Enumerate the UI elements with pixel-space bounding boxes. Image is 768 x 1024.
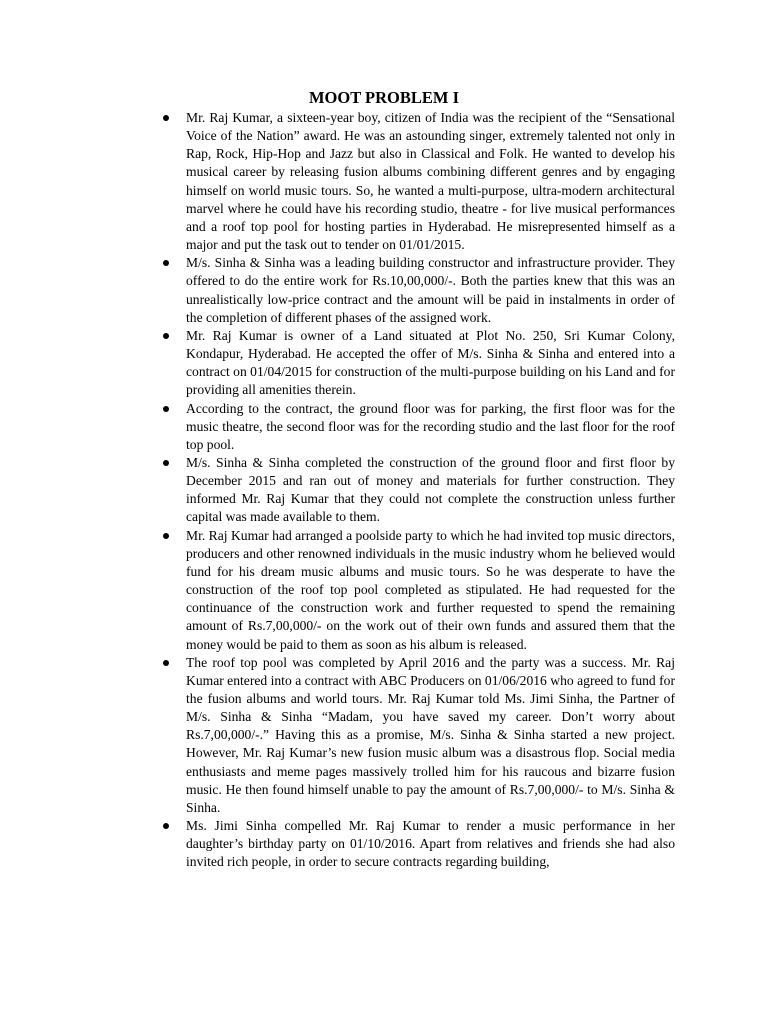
list-item (186, 654, 675, 817)
list-item (186, 817, 675, 871)
paragraph-text: Mr. Raj Kumar, a sixteen-year boy, citizen of India was the recipient of the “Sensational Voice of the Nation” award. He was an astounding singer, extremely talented not only in Rap, Rock, Hip-Hop and Jazz but also in Classical and Folk. He wanted to develop his musical career by releasing fusion albums combining different genres and by engaging himself on world music tours. So, he wanted a multi-purpose, ultra-modern architectural marvel where he could have his recording studio, theatre - for live musical performances and a roof top pool for hosting parties in Hyderabad. He misrepresented himself as a major and put the task out to tender on 01/01/2015. (186, 110, 675, 253)
bullet-icon (163, 460, 169, 466)
list-item (186, 327, 675, 400)
list-item (186, 400, 675, 454)
paragraph-text: M/s. Sinha & Sinha completed the construction of the ground floor and first floor by December 2015 and ran out of money and materials for further construction. They informed Mr. Raj Kumar that they could not complete the construction unless further capital was made available to them. (186, 454, 675, 525)
paragraph-text: Mr. Raj Kumar is owner of a Land situated at Plot No. 250, Sri Kumar Colony, Kondapur, Hyderabad. He accepted the offer of M/s. Sinha & Sinha and entered into a contract on 01/04/2015 for construction of the multi-purpose building on his Land and for providing all amenities therein. (186, 327, 675, 398)
list-item (186, 254, 675, 327)
paragraph-text: According to the contract, the ground floor was for parking, the first floor was for the music theatre, the second floor was for the recording studio and the last floor for the roof top pool. (186, 400, 675, 452)
bullet-icon (163, 333, 169, 339)
bullet-icon (163, 115, 169, 121)
bullet-list (0, 109, 768, 872)
list-item (186, 454, 675, 527)
paragraph-text: Ms. Jimi Sinha compelled Mr. Raj Kumar to render a music performance in her daughter’s birthday party on 01/10/2016. Apart from relatives and friends she had also invited rich people, in order to secure contracts regarding building, (186, 818, 675, 870)
bullet-icon (163, 660, 169, 666)
list-item (186, 527, 675, 654)
bullet-icon (163, 533, 169, 539)
paragraph-text: The roof top pool was completed by April 2016 and the party was a success. Mr. Raj Kumar entered into a contract with ABC Producers on 01/06/2016 who agreed to fund for the fusion albums and world tours. Mr. Raj Kumar told Ms. Jimi Sinha, the Partner of M/s. Sinha & Sinha “Madam, you have saved my career. Don’t worry about Rs.7,00,000/-.” Having this as a promise, M/s. Sinha & Sinha started a new project. However, Mr. Raj Kumar’s new fusion music album was a disastrous flop. Social media enthusiasts and meme pages massively trolled him for his raucous and bizarre fusion music. He then found himself unable to pay the amount of Rs.7,00,000/- to M/s. Sinha & Sinha. (186, 654, 675, 815)
paragraph-text: Mr. Raj Kumar had arranged a poolside party to which he had invited top music directors, producers and other renowned individuals in the music industry whom he believed would fund for his dream music albums and music tours. So he was desperate to have the construction of the roof top pool completed as stipulated. He had requested for the continuance of the construction work and further requested to spend the remaining amount of Rs.7,00,000/- on the work out of their own funds and assured them that the money would be paid to them as soon as his album is released. (186, 527, 675, 652)
bullet-icon (163, 823, 169, 829)
paragraph-text: M/s. Sinha & Sinha was a leading building constructor and infrastructure provider. They offered to do the entire work for Rs.10,00,000/-. Both the parties knew that this was an unrealistically low-price contract and the amount will be paid in instalments in order of the completion of different phases of the assigned work. (186, 255, 675, 325)
list-item (186, 109, 675, 254)
bullet-icon (163, 260, 169, 266)
page-title: MOOT PROBLEM I (308, 88, 460, 107)
bullet-icon (163, 406, 169, 412)
